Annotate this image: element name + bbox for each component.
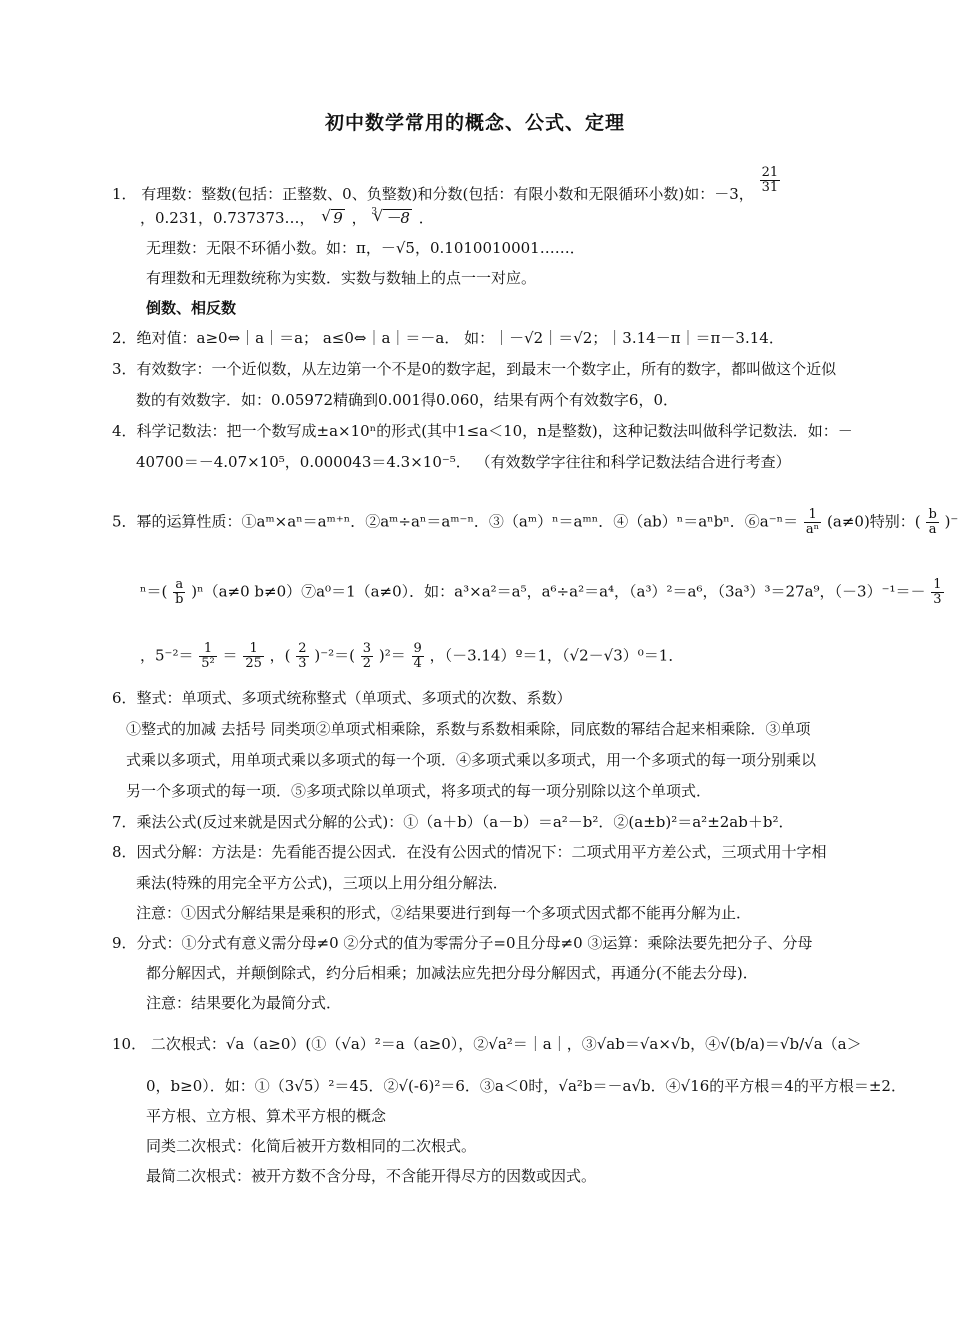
significant-figures-line-1: 3．有效数字：一个近似数，从左边第一个不是0的数字起，到最末一个数字止，所有的数字，都叫做这个近似 bbox=[112, 360, 837, 378]
text-segment: ＝ bbox=[222, 646, 238, 665]
real-number-definition: 有理数和无理数统称为实数．实数与数轴上的点一一对应。 bbox=[146, 269, 537, 287]
reciprocal-opposite-heading: 倒数、相反数 bbox=[146, 299, 237, 317]
text-segment: ，5⁻²＝ bbox=[140, 646, 194, 665]
polynomial-line-4: 另一个多项式的每一项．⑤多项式除以单项式，将多项式的每一项分别除以这个单项式． bbox=[126, 782, 712, 800]
fraction-numerator: 1 bbox=[199, 642, 216, 657]
period: ． bbox=[418, 209, 434, 227]
fraction-numerator: 1 bbox=[804, 508, 821, 523]
fraction-21-31 bbox=[760, 166, 781, 195]
radicand: －8 bbox=[385, 209, 410, 227]
fraction-denominator: a bbox=[928, 522, 937, 537]
separator-comma: ， bbox=[351, 209, 367, 227]
polynomial-line-2: ①整式的加减 去括号 同类项②单项式相乘除，系数与系数相乘除，同底数的幂结合起来相乘除．③单项 bbox=[126, 720, 811, 738]
fraction-denominator: 4 bbox=[413, 656, 422, 671]
power-rules-line-2 bbox=[140, 578, 945, 607]
factorization-line-2: 乘法(特殊的用完全平方公式)，三项以上用分组分解法． bbox=[136, 874, 508, 892]
fraction-denominator: 31 bbox=[761, 180, 779, 195]
fraction-denominator: b bbox=[175, 592, 184, 607]
fraction-denominator: 3 bbox=[298, 656, 307, 671]
fraction-numerator: 21 bbox=[761, 165, 779, 180]
section-1-line-1 bbox=[112, 166, 781, 204]
page-title: 初中数学常用的概念、公式、定理 bbox=[324, 112, 625, 134]
power-rules-text: ⁿ＝( bbox=[140, 582, 168, 601]
fraction-denominator: 25 bbox=[245, 656, 262, 671]
power-rules-special: (a≠0)特别：( bbox=[827, 512, 921, 531]
significant-figures-line-2: 数的有效数字．如：0.05972精确到0.001得0.060，结果有两个有效数字6，0． bbox=[136, 391, 679, 409]
fraction-1-over-25 bbox=[243, 642, 264, 671]
fraction-numerator: 2 bbox=[298, 641, 307, 656]
fraction-a-over-b bbox=[173, 578, 185, 607]
text-segment: ，（－3.14）º＝1，（√2－√3）⁰＝1． bbox=[429, 646, 684, 665]
fraction-denominator: 3 bbox=[933, 592, 942, 607]
negative-exponent: )⁻ bbox=[944, 512, 958, 531]
text-segment: )⁻²＝( bbox=[314, 646, 355, 665]
root-index: √ 3 bbox=[371, 207, 378, 217]
fraction-denominator: 2 bbox=[362, 656, 372, 671]
scientific-notation-line-2: 40700＝－4.07×10⁵，0.000043＝4.3×10⁻⁵． （有效数学字往往和科学记数法结合进行考查） bbox=[136, 453, 791, 471]
radical-line-1: 10． 二次根式：√a（a≥0）(①（√a）²＝a（a≥0），②√a²＝｜a｜，③√ab＝√a×√b，④√(b/a)＝√b/√a（a＞ bbox=[112, 1035, 862, 1053]
fraction-denominator: 5² bbox=[201, 656, 215, 671]
text-segment: )²＝ bbox=[378, 646, 406, 665]
power-rules-text: 5．幂的运算性质：①aᵐ×aⁿ＝aᵐ⁺ⁿ．②aᵐ÷aⁿ＝aᵐ⁻ⁿ．③（aᵐ）ⁿ＝aᵐⁿ．④（ab）ⁿ＝aⁿbⁿ．⑥a⁻ⁿ＝ bbox=[112, 512, 799, 531]
absolute-value-definition: 2．绝对值：a≥0⇔｜a｜＝a； a≤0⇔｜a｜＝－a． 如：｜－√2｜＝√2；｜3.14－π｜＝π－3.14． bbox=[112, 329, 784, 347]
power-rules-line-1 bbox=[112, 508, 958, 537]
radicand: 9 bbox=[333, 209, 343, 227]
fraction-numerator: 1 bbox=[243, 642, 264, 657]
factorization-note: 注意：①因式分解结果是乘积的形式，②结果要进行到每一个多项式因式都不能再分解为止． bbox=[136, 904, 752, 922]
fraction-1-over-a-n bbox=[804, 508, 821, 537]
similar-radicals: 同类二次根式：化简后被开方数相同的二次根式。 bbox=[146, 1137, 477, 1155]
radical-concepts: 平方根、立方根、算术平方根的概念 bbox=[146, 1107, 387, 1125]
factorization-line-1: 8．因式分解：方法是：先看能否提公因式．在没有公因式的情况下：二项式用平方差公式，三项式用十字相 bbox=[112, 843, 827, 861]
scientific-notation-line-1: 4．科学记数法：把一个数写成±a×10ⁿ的形式(其中1≤a＜10，n是整数)，这种记数法叫做科学记数法．如：－ bbox=[112, 422, 853, 440]
rational-examples: ，0.231，0.737373…， bbox=[140, 209, 315, 227]
power-rules-line-3 bbox=[140, 642, 683, 671]
section-1-line-2 bbox=[140, 208, 434, 228]
fraction-1-over-5-squared bbox=[199, 642, 216, 671]
multiplication-formula: 7．乘法公式(反过来就是因式分解的公式)：①（a＋b）（a－b）＝a²－b²．②(a±b)²＝a²±2ab＋b²． bbox=[112, 813, 794, 831]
polynomial-line-3: 式乘以多项式，用单项式乘以多项式的每一个项．④多项式乘以多项式，用一个多项式的每一项分别乘以 bbox=[126, 751, 817, 769]
radical-line-2: 0，b≥0）．如：①（3√5）²＝45．②√(-6)²＝6．③a＜0时，√a²b＝－a√b．④√16的平方根＝4的平方根＝±2． bbox=[146, 1077, 906, 1095]
fraction-rules-line-1: 9．分式：①分式有意义需分母≠0 ②分式的值为零需分子=0且分母≠0 ③运算：乘除法要先把分子、分母 bbox=[112, 934, 813, 952]
polynomial-line-1: 6．整式：单项式、多项式统称整式（单项式、多项式的次数、系数） bbox=[112, 689, 572, 707]
simplest-radicals: 最简二次根式：被开方数不含分母，不含能开得尽方的因数或因式。 bbox=[146, 1167, 597, 1185]
fraction-numerator: 9 bbox=[413, 641, 422, 656]
fraction-numerator: 1 bbox=[933, 577, 942, 592]
sqrt-9 bbox=[321, 208, 345, 228]
fraction-numerator: b bbox=[928, 507, 937, 522]
fraction-rules-note: 注意：结果要化为最简分式． bbox=[146, 994, 342, 1012]
fraction-2-over-3 bbox=[296, 642, 308, 671]
fraction-1-over-3 bbox=[931, 578, 943, 607]
rational-number-definition: 1． 有理数：整数(包括：正整数、0、负整数)和分数(包括：有限小数和无限循环小数)如：－3， bbox=[112, 185, 754, 203]
fraction-b-over-a bbox=[926, 508, 938, 537]
fraction-9-over-4 bbox=[412, 642, 424, 671]
fraction-denominator: aⁿ bbox=[805, 522, 820, 537]
fraction-rules-line-2: 都分解因式，并颠倒除式，约分后相乘；加减法应先把分母分解因式，再通分(不能去分母)． bbox=[146, 964, 758, 982]
fraction-numerator: a bbox=[173, 578, 185, 593]
irrational-number-definition: 无理数：无限不环循小数。如：π，－√5，0.1010010001……． bbox=[146, 239, 585, 257]
cube-root-minus-8 bbox=[373, 208, 412, 228]
power-rules-examples: )ⁿ（a≠0 b≠0）⑦a⁰＝1（a≠0）．如：a³×a²＝a⁵，a⁶÷a²＝a⁴，（a³）²＝a⁶，（3a³）³＝27a⁹，（－3）⁻¹＝－ bbox=[191, 582, 926, 601]
text-segment: ，( bbox=[269, 646, 291, 665]
fraction-3-over-2 bbox=[361, 642, 373, 671]
fraction-numerator: 3 bbox=[362, 641, 372, 656]
